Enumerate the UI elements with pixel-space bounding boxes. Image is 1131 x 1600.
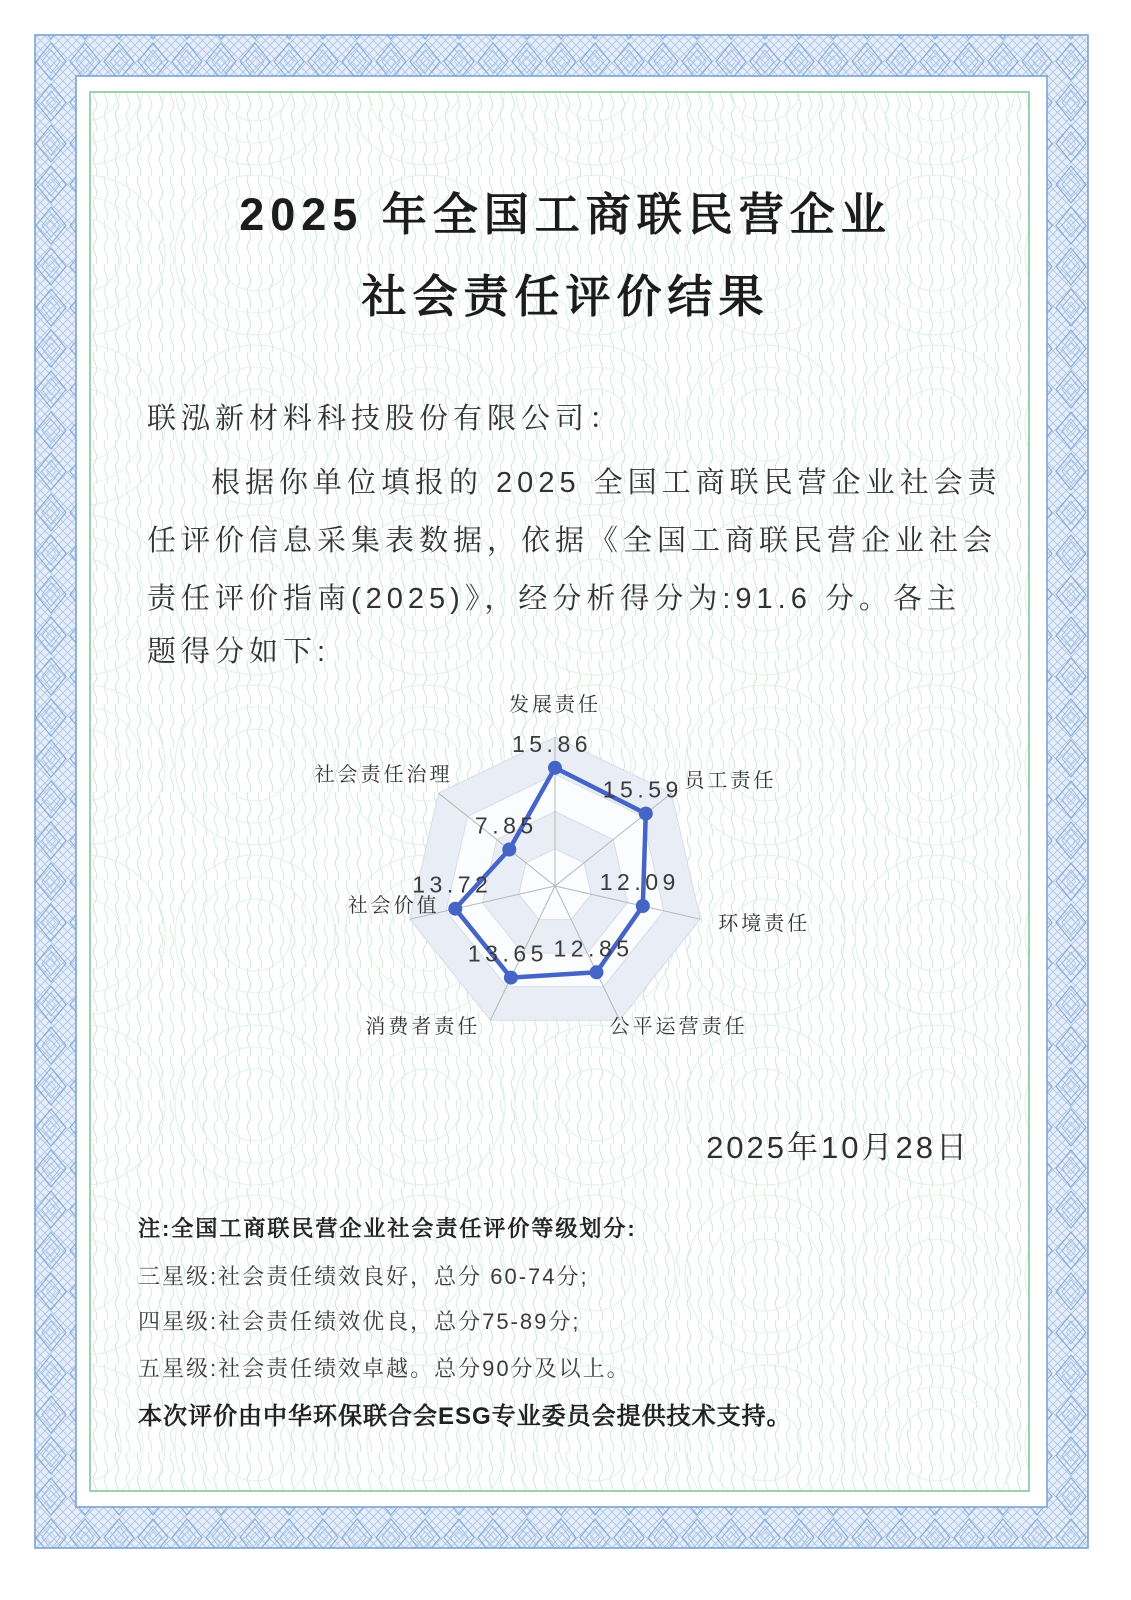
body-line: 任评价信息采集表数据，依据《全国工商联民营企业社会 <box>147 525 998 557</box>
note-heading: 注:全国工商联民营企业社会责任评价等级划分: <box>138 1216 637 1241</box>
note-level-three-star: 三星级:社会责任绩效良好，总分 60-74分; <box>138 1264 589 1289</box>
radar-chart-container <box>140 680 970 1060</box>
recipient-name: 联泓新材料科技股份有限公司： <box>147 403 624 435</box>
body-line: 题得分如下: <box>147 636 331 668</box>
certificate-title-line2: 社会责任评价结果 <box>361 271 770 322</box>
radar-category-label: 员工责任 <box>684 770 777 793</box>
radar-value-label: 15.86 <box>511 730 593 757</box>
radar-data-point <box>636 899 650 913</box>
radar-value-label: 7.85 <box>474 812 538 839</box>
radar-category-label: 发展责任 <box>509 694 601 716</box>
technical-support-note: 本次评价由中华环保联合会ESG专业委员会提供技术支持。 <box>138 1403 792 1430</box>
radar-data-point <box>548 761 562 775</box>
radar-data-point <box>590 965 604 979</box>
radar-category-label: 环境责任 <box>718 913 811 936</box>
body-line: 责任评价指南(2025)》，经分析得分为:91.6 分。各主 <box>147 583 961 615</box>
radar-value-label: 12.09 <box>599 869 680 895</box>
radar-category-label: 公平运营责任 <box>609 1016 748 1039</box>
radar-category-label: 社会价值 <box>347 895 440 918</box>
certificate-title-line1: 2025 年全国工商联民营企业 <box>239 189 892 240</box>
issue-date: 2025年10月28日 <box>706 1130 970 1165</box>
radar-category-label: 社会责任治理 <box>314 764 453 787</box>
radar-data-point <box>448 902 462 916</box>
note-level-five-star: 五星级:社会责任绩效卓越。总分90分及以上。 <box>138 1356 631 1381</box>
radar-data-point <box>504 971 518 985</box>
note-level-four-star: 四星级:社会责任绩效优良，总分75-89分; <box>138 1309 581 1334</box>
radar-chart <box>140 680 970 1060</box>
radar-value-label: 13.65 <box>467 940 548 967</box>
radar-value-label: 12.85 <box>553 935 634 962</box>
radar-category-label: 消费者责任 <box>365 1016 481 1039</box>
radar-value-label: 15.59 <box>602 776 683 803</box>
radar-data-point <box>639 807 653 821</box>
radar-data-point <box>502 843 516 857</box>
body-line: 根据你单位填报的 2025 全国工商联民营企业社会责 <box>211 467 1002 499</box>
radar-value-label: 13.72 <box>412 871 493 898</box>
